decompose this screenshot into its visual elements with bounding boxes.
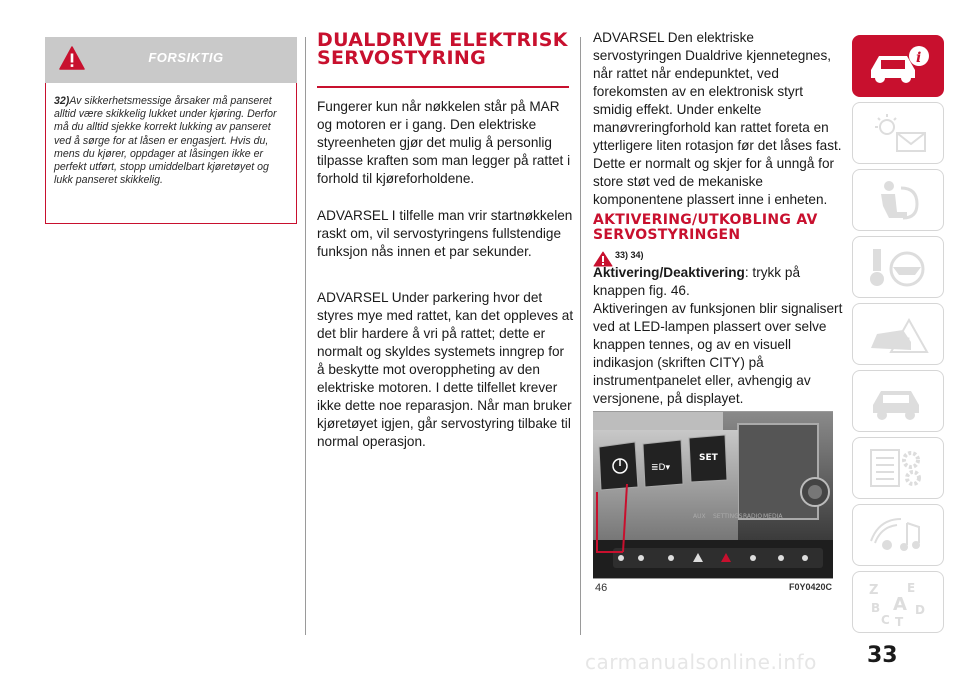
section-paragraph-1: Fungerer kun når nøkkelen står på MAR og motoren er i gang. Den elektriske styreenheten gjør det mulig å personlig tilpasse kraften som man legger på rattet i forhold til kjøreforholdene. xyxy=(317,99,571,186)
section-paragraph-4: ADVARSEL Den elektriske servostyringen Dualdrive kjennetegnes, når rattet når endepunktet, ved forekomsten av en elektronisk styrt smidig effekt. Under enkelte manøvreringforhold kan rattet foreta en ytterligere liten rotasjon før det låses fast. Dette er normalt og skjer for å unngå for store støt ved de mekaniske komponentene plassert inne i enheten. xyxy=(593,30,842,207)
subsection-paragraph xyxy=(593,264,843,408)
svg-text:T: T xyxy=(895,615,904,626)
svg-text:C: C xyxy=(881,613,890,626)
tab-dashboard-lights[interactable] xyxy=(852,102,944,164)
tab-index[interactable] xyxy=(852,571,944,633)
figure-code: F0Y0420C xyxy=(788,582,832,592)
svg-text:RADIO: RADIO xyxy=(743,513,763,520)
tab-specifications[interactable] xyxy=(852,437,944,499)
svg-text:Z: Z xyxy=(869,583,879,598)
lead-text: : trykk på knappen fig. 46. xyxy=(593,265,801,298)
warning-body xyxy=(45,83,297,224)
figure-bottom-rule xyxy=(593,578,833,579)
dashboard-illustration xyxy=(593,412,833,578)
watermark: carmanualsonline.info xyxy=(585,650,817,674)
subsection-heading: AKTIVERING/UTKOBLING AV SERVOSTYRINGEN xyxy=(593,212,818,243)
svg-text:≣D▾: ≣D▾ xyxy=(651,463,670,473)
set-button-label: SET xyxy=(699,453,718,463)
specifications-gear-icon xyxy=(867,446,931,492)
warning-header xyxy=(45,37,297,83)
svg-text:AUX: AUX xyxy=(693,513,706,520)
warning-text: 32)Av sikkerhetsmessige årsaker må panseret alltid være skikkelig lukket under kjøring. Derfor må du alltid sjekke korrekt lukking av panseret ved å sørge for at låsen er engasjert. Hvis du, mens du kjører, oppdager at låsingen ikke er perfekt utført, stopp umiddelbart kjøretøyet og lukk panseret skikkelig. xyxy=(54,95,277,187)
svg-text:SETTINGS: SETTINGS xyxy=(713,513,743,520)
alphabet-index-icon xyxy=(867,580,931,626)
svg-text:A: A xyxy=(893,594,907,615)
figure-number: 46 xyxy=(595,582,608,594)
key-steering-icon xyxy=(867,245,931,291)
svg-text:B: B xyxy=(871,601,881,615)
page-number: 33 xyxy=(867,643,898,668)
section-heading: DUALDRIVE ELEKTRISK SERVOSTYRING xyxy=(317,29,568,69)
emergency-icon xyxy=(867,312,931,358)
tab-car-info[interactable] xyxy=(852,35,944,97)
warning-title: FORSIKTIG xyxy=(148,50,224,65)
tab-multimedia[interactable] xyxy=(852,504,944,566)
reference-numbers: 33) 34) xyxy=(615,250,644,260)
svg-text:D: D xyxy=(915,603,925,617)
warning-lights-icon xyxy=(867,111,931,157)
svg-text:i: i xyxy=(916,50,922,66)
svg-text:MEDIA: MEDIA xyxy=(763,513,783,520)
figure-dashboard-photo xyxy=(593,412,833,578)
section-paragraph-3: ADVARSEL Under parkering hvor det styres mye med rattet, kan det oppleves at det blir hardere å vri på rattet; dette er normalt og skyldes systemets inngrep for å beskytte mot overoppheting av den elektriske motoren. I dette tilfellet krever ikke dette noe reparasjon. Når man bruker kjøretøyet igjen, går servostyring tilbake til normal operasjon. xyxy=(317,290,574,449)
tab-key-steering[interactable] xyxy=(852,236,944,298)
tab-seat-airbag[interactable] xyxy=(852,169,944,231)
heading-rule xyxy=(317,86,569,88)
svg-text:!: ! xyxy=(905,336,912,352)
tab-maintenance[interactable] xyxy=(852,370,944,432)
svg-text:E: E xyxy=(907,581,916,595)
bold-lead: Aktivering/Deaktivering xyxy=(593,265,745,280)
car-maintenance-icon xyxy=(867,379,931,425)
seat-safety-icon xyxy=(867,178,931,224)
warning-ref: 32) xyxy=(54,95,70,107)
multimedia-music-icon xyxy=(867,513,931,559)
car-info-icon xyxy=(867,44,931,90)
tab-emergency[interactable] xyxy=(852,303,944,365)
column-divider-left xyxy=(305,37,306,635)
activation-text: Aktiveringen av funksjonen blir signalisert ved at LED-lampen plassert over selve knappen tennes, og av en visuell indikasjon (skriften CITY) på instrumentpanelet eller, avhengig av versjonene, på displayet. xyxy=(593,301,843,406)
column-divider-right xyxy=(580,37,581,635)
section-paragraph-2: ADVARSEL I tilfelle man vrir startnøkkelen raskt om, vil servostyringens fullstendige funksjon nås innen et par sekunder. xyxy=(317,208,573,259)
